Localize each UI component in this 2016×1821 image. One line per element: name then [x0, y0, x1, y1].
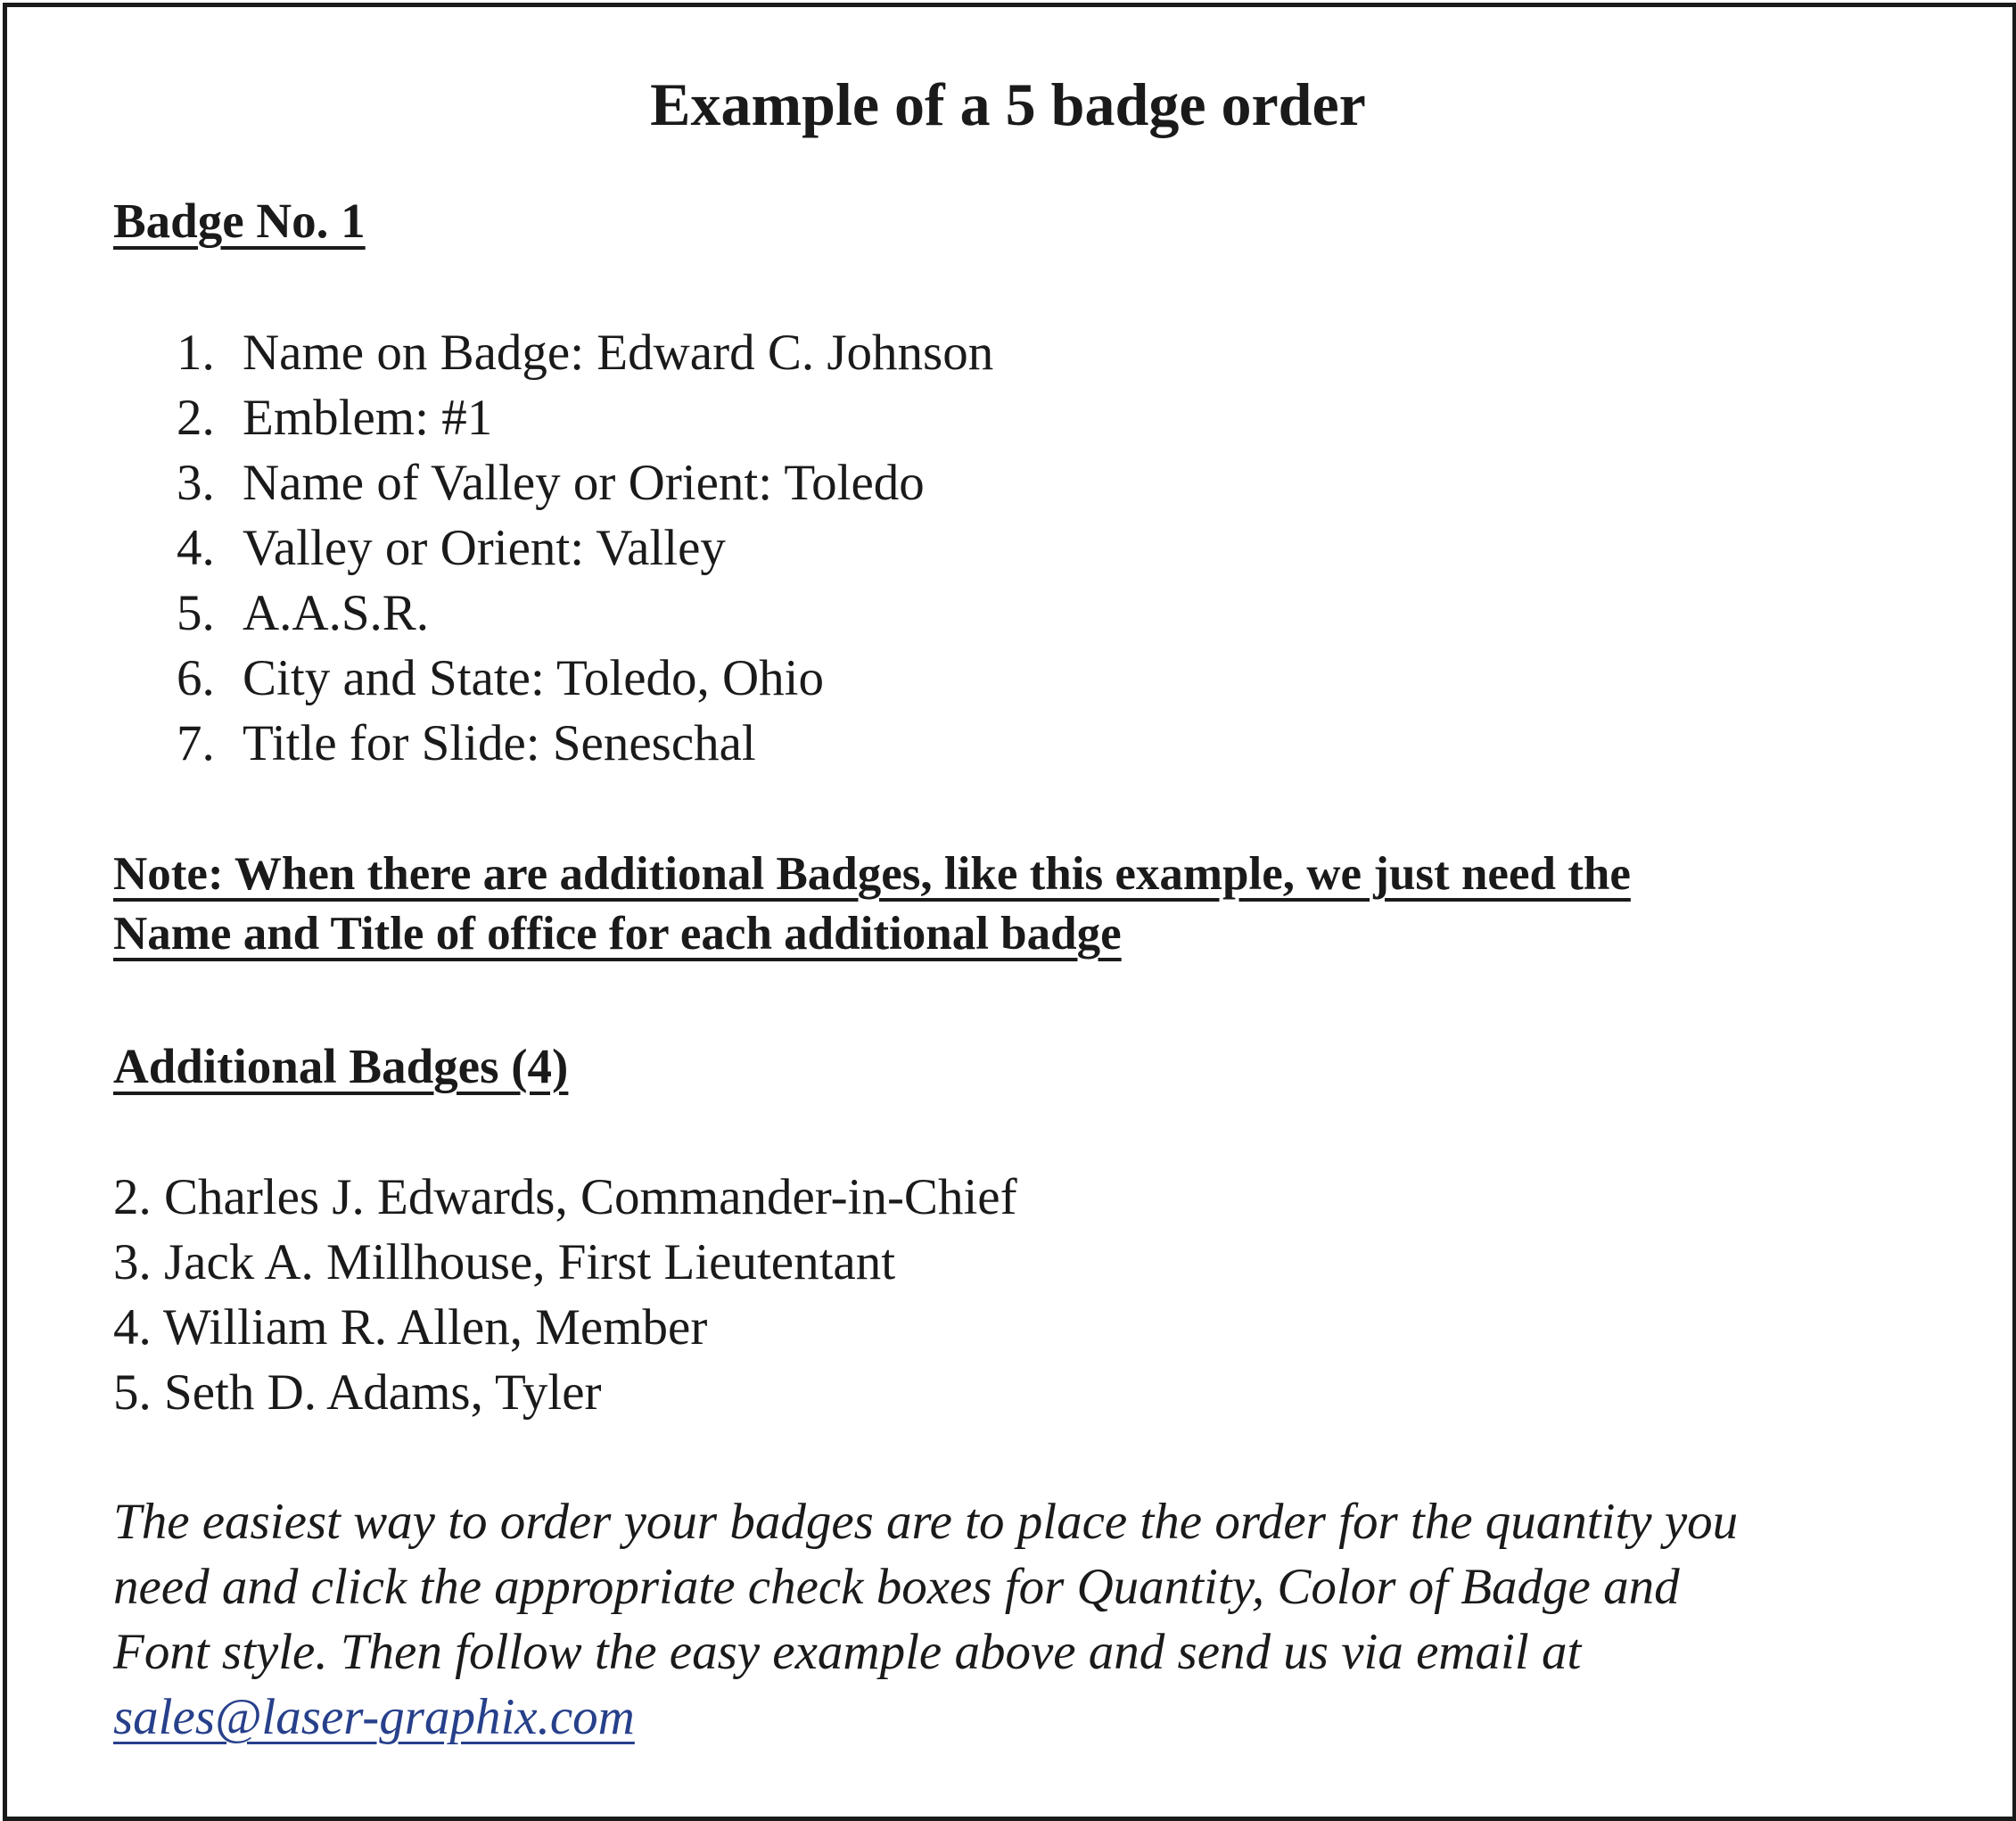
instructions-line-2: need and click the appropriate check boxes for Quantity, Color of Badge and: [113, 1559, 1680, 1615]
list-item: 5. Seth D. Adams, Tyler: [113, 1364, 602, 1421]
list-item-number: 3.: [177, 455, 215, 511]
list-item-number: 1.: [177, 325, 215, 381]
instructions-line-1: The easiest way to order your badges are to place the order for the quantity you: [113, 1494, 1739, 1550]
list-item: 4. William R. Allen, Member: [113, 1299, 708, 1355]
note-line-2: Name and Title of office for each additional badge: [113, 908, 1122, 960]
note-line-1: Note: When there are additional Badges, like this example, we just need the: [113, 848, 1631, 900]
list-item-number: 5.: [177, 585, 215, 641]
list-item-number: 2.: [177, 390, 215, 446]
list-item-text: Name of Valley or Orient: Toledo: [243, 455, 925, 511]
badge-1-heading: Badge No. 1: [113, 194, 366, 248]
additional-badges-note: [113, 845, 1631, 964]
list-item: [177, 320, 993, 385]
list-item: [177, 450, 993, 515]
list-item-text: City and State: Toledo, Ohio: [243, 650, 824, 706]
list-item: [177, 711, 993, 776]
additional-badges-list: [113, 1165, 1017, 1425]
list-item: [177, 581, 993, 646]
email-link[interactable]: sales@laser-graphix.com: [113, 1689, 635, 1745]
list-item-number: 6.: [177, 650, 215, 706]
list-item-text: Valley or Orient: Valley: [243, 520, 726, 576]
list-item-text: Name on Badge: Edward C. Johnson: [243, 325, 994, 381]
list-item-number: 4.: [177, 520, 215, 576]
ordering-instructions: [113, 1489, 1738, 1750]
additional-badges-heading: Additional Badges (4): [113, 1039, 569, 1093]
list-item: [177, 646, 993, 711]
list-item-number: 7.: [177, 715, 215, 771]
list-item-text: Title for Slide: Seneschal: [243, 715, 756, 771]
list-item-text: Emblem: #1: [243, 390, 493, 446]
list-item: 2. Charles J. Edwards, Commander-in-Chief: [113, 1169, 1017, 1225]
page-title: Example of a 5 badge order: [650, 70, 1366, 138]
list-item: [177, 385, 993, 450]
list-item-text: A.A.S.R.: [243, 585, 430, 641]
badge-1-details-list: [177, 320, 993, 776]
instructions-line-3: Font style. Then follow the easy example above and send us via email at: [113, 1624, 1582, 1680]
list-item: [177, 515, 993, 581]
list-item: 3. Jack A. Millhouse, First Lieutentant: [113, 1234, 896, 1290]
